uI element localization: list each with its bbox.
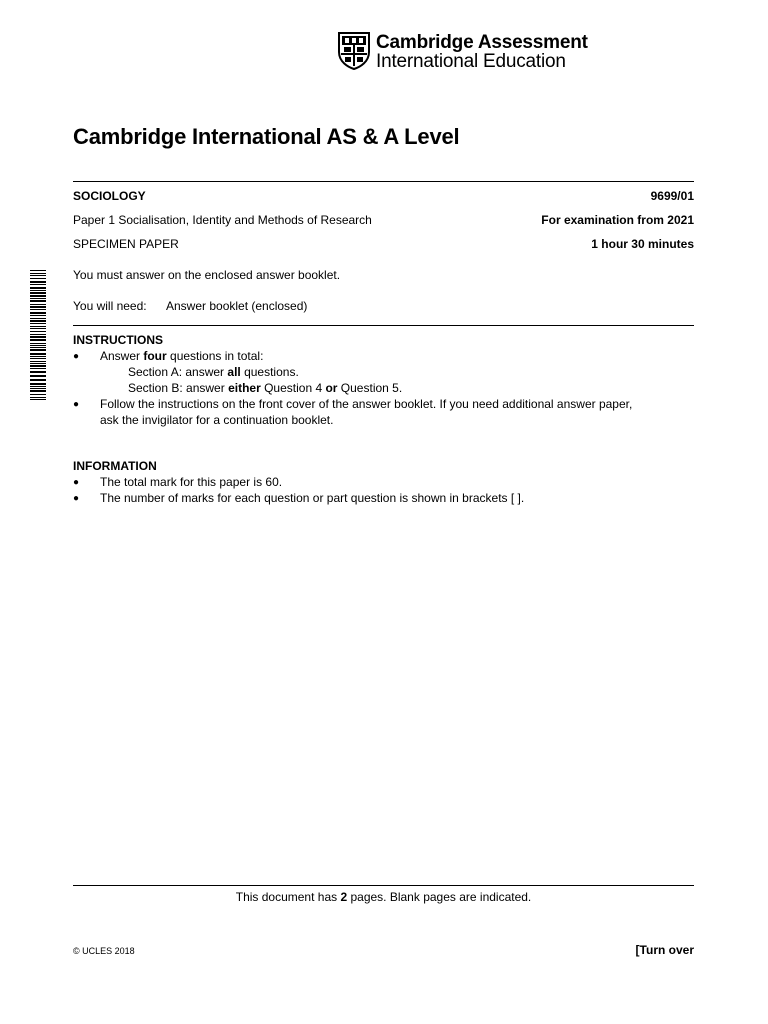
barcode-stripe	[30, 320, 46, 322]
instructions-heading: INSTRUCTIONS	[73, 333, 163, 347]
barcode-stripe	[30, 394, 46, 395]
need-value: Answer booklet (enclosed)	[166, 299, 308, 313]
divider-top	[73, 181, 694, 182]
barcode-stripe	[30, 298, 46, 299]
logo-line-1: Cambridge Assessment	[376, 32, 588, 53]
barcode-stripe	[30, 312, 46, 314]
barcode-stripe	[30, 349, 46, 351]
divider-instructions	[73, 325, 694, 326]
barcode-stripe	[30, 339, 46, 341]
barcode-stripe	[30, 292, 46, 294]
barcode-stripe	[30, 336, 46, 338]
instruction-section-a: Section A: answer all questions.	[128, 365, 299, 379]
divider-footer	[73, 885, 694, 886]
bullet-icon: ●	[73, 477, 80, 488]
bullet-icon: ●	[73, 493, 80, 504]
barcode-stripe	[30, 371, 46, 373]
barcode-stripe	[30, 363, 46, 364]
barcode-stripe	[30, 328, 46, 329]
answer-note: You must answer on the enclosed answer booklet.	[73, 268, 341, 282]
page-title: Cambridge International AS & A Level	[73, 124, 460, 149]
barcode-stripe	[30, 390, 46, 392]
barcode-stripe	[30, 318, 46, 319]
paper-type: SPECIMEN PAPER	[73, 237, 179, 251]
paper-name: Paper 1 Socialisation, Identity and Methods of Research	[73, 213, 372, 227]
paper-row	[73, 213, 694, 229]
instruction-item-1: Answer four questions in total:	[100, 349, 264, 363]
barcode-stripe	[30, 278, 46, 279]
information-heading: INFORMATION	[73, 459, 157, 473]
barcode-stripe	[30, 358, 46, 359]
barcode-stripe	[30, 375, 46, 377]
barcode-stripe	[30, 379, 46, 381]
candidate-barcode	[30, 270, 46, 400]
barcode-stripe	[30, 290, 46, 291]
barcode-stripe	[30, 281, 46, 283]
barcode-stripe	[30, 306, 46, 308]
syllabus-code: 9699/01	[650, 189, 694, 203]
barcode-stripe	[30, 295, 46, 297]
barcode-stripe	[30, 334, 46, 335]
page-count-note: This document has 2 pages. Blank pages are indicated.	[235, 890, 532, 904]
barcode-stripe	[30, 388, 46, 389]
barcode-stripe	[30, 275, 46, 276]
barcode-stripe	[30, 331, 46, 332]
instruction-section-b: Section B: answer either Question 4 or Question 5.	[128, 381, 403, 395]
instruction-item-2-line-2: ask the invigilator for a continuation booklet.	[100, 413, 334, 427]
cambridge-shield-icon	[338, 32, 370, 70]
duration: 1 hour 30 minutes	[591, 237, 694, 251]
barcode-stripe	[30, 397, 46, 398]
barcode-stripe	[30, 386, 46, 387]
bullet-icon: ●	[73, 351, 80, 362]
barcode-stripe	[30, 343, 46, 344]
barcode-stripe	[30, 326, 46, 327]
copyright: © UCLES 2018	[73, 946, 135, 956]
logo-line-2: International Education	[376, 51, 566, 72]
instruction-item-2-line-1: Follow the instructions on the front cover of the answer booklet. If you need additional answer paper,	[100, 397, 633, 411]
barcode-stripe	[30, 315, 46, 316]
barcode-stripe	[30, 304, 46, 305]
barcode-stripe	[30, 347, 46, 348]
barcode-stripe	[30, 345, 46, 346]
need-label: You will need:	[73, 299, 147, 313]
barcode-stripe	[30, 368, 46, 369]
barcode-stripe	[30, 353, 46, 355]
barcode-stripe	[30, 399, 46, 400]
barcode-stripe	[30, 300, 46, 302]
barcode-stripe	[30, 270, 46, 271]
information-item-2: The number of marks for each question or part question is shown in brackets [ ].	[100, 491, 525, 505]
information-item-1: The total mark for this paper is 60.	[100, 475, 283, 489]
barcode-stripe	[30, 361, 46, 362]
barcode-stripe	[30, 383, 46, 385]
subject-name: SOCIOLOGY	[73, 189, 146, 203]
barcode-stripe	[30, 356, 46, 357]
type-row	[73, 237, 694, 253]
barcode-icon	[30, 270, 46, 400]
barcode-stripe	[30, 273, 46, 274]
exam-from: For examination from 2021	[541, 213, 694, 227]
barcode-stripe	[30, 365, 46, 367]
turn-over: [Turn over	[635, 943, 694, 957]
barcode-stripe	[30, 287, 46, 289]
barcode-stripe	[30, 284, 46, 285]
barcode-stripe	[30, 309, 46, 310]
bullet-icon: ●	[73, 399, 80, 410]
subject-row	[73, 189, 694, 205]
cambridge-logo	[338, 32, 588, 72]
barcode-stripe	[30, 323, 46, 324]
